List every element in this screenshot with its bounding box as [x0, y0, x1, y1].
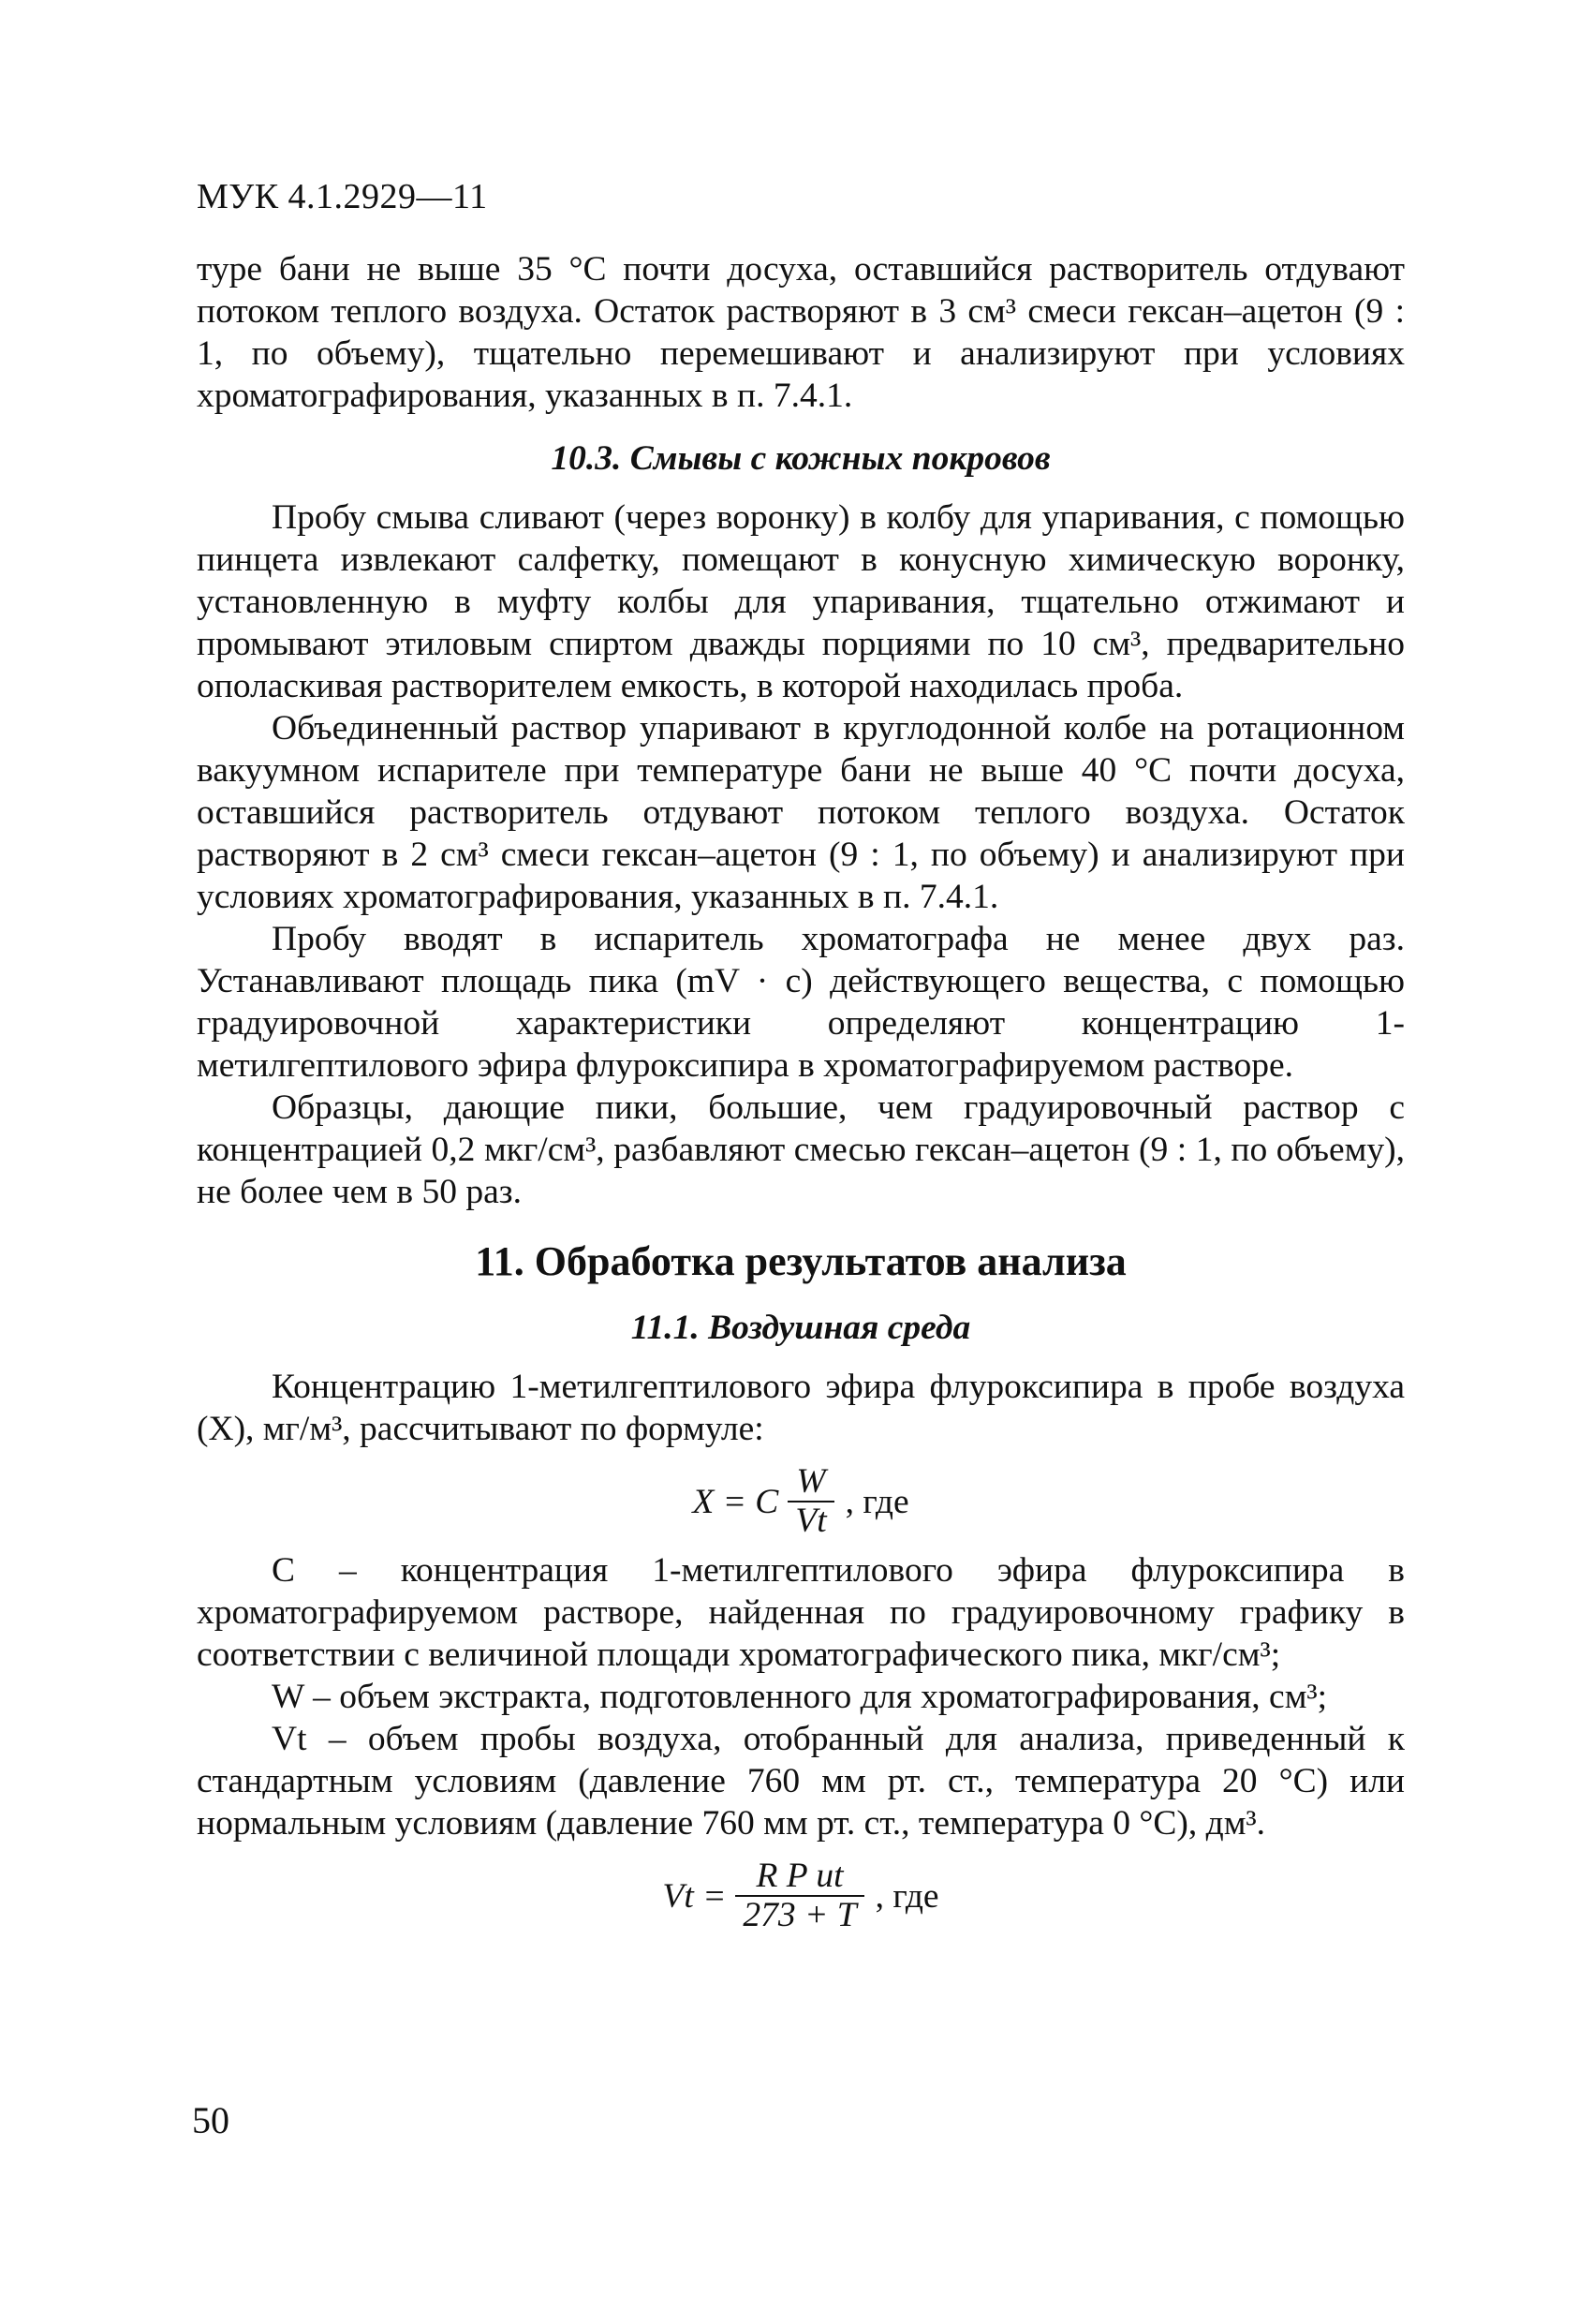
formula-concentration [197, 1463, 1405, 1540]
paragraph-dilution: Образцы, дающие пики, большие, чем градуировочный раствор с концентрацией 0,2 мкг/см³, разбавляют смесью гексан–ацетон (9 : 1, по объему), не более чем в 50 раз. [197, 1088, 1405, 1211]
paragraph-injection: Пробу вводят в испаритель хроматографа не менее двух раз. Устанавливают площадь пика (mV · c) действующего вещества, с помощью градуировочной характеристики определяют концентрацию 1-метилгептилового эфира флуроксипира в хроматографируемом растворе. [197, 920, 1405, 1085]
formula-tail: , где [845, 1482, 909, 1521]
paragraph-concentration-intro: Концентрацию 1-метилгептилового эфира флуроксипира в пробе воздуха (X), мг/м³, рассчитывают по формуле: [197, 1368, 1405, 1448]
formula-denominator: Vt [788, 1501, 833, 1540]
subsection-heading-10-3: 10.3. Смывы с кожных покровов [551, 439, 1051, 478]
formula2-lhs: Vt = [662, 1876, 727, 1916]
definition-vt: Vt – объем пробы воздуха, отобранный для анализа, приведенный к стандартным условиям (давление 760 мм рт. ст., температура 20 °С) или нормальным условиям (давление 760 мм рт. ст., температура 0 °С), дм³. [197, 1720, 1405, 1843]
formula2-fraction [735, 1858, 863, 1934]
running-header: МУК 4.1.2929—11 [197, 177, 488, 216]
paragraph-skin-wash-procedure: Пробу смыва сливают (через воронку) в колбу для упаривания, с помощью пинцета извлекают салфетку, помещают в конусную химическую воронку, установленную в муфту колбы для упаривания, тщательно отжимают и промывают этиловым спиртом дважды порциями по 10 см³, предварительно ополаскивая растворителем емкость, в которой находилась проба. [197, 498, 1405, 705]
definition-w: W – объем экстракта, подготовленного для хроматографирования, см³; [272, 1678, 1328, 1716]
formula-volume [197, 1858, 1405, 1934]
paragraph-evaporation: Объединенный раствор упаривают в круглодонной колбе на ротационном вакуумном испарителе при температуре бани не выше 40 °С почти досуха, оставшийся растворитель отдувают потоком теплого воздуха. Остаток растворяют в 2 см³ смеси гексан–ацетон (9 : 1, по объему) и анализируют при условиях хроматографирования, указанных в п. 7.4.1. [197, 709, 1405, 916]
formula2-tail: , где [875, 1876, 939, 1916]
definitions-list [197, 1549, 1405, 1844]
definition-c: C – концентрация 1-метилгептилового эфира флуроксипира в хроматографируемом растворе, найденная по градуировочному графику в соответствии с величиной площади хроматографического пика, мкг/см³; [197, 1551, 1405, 1674]
section-heading-11: 11. Обработка результатов анализа [475, 1238, 1127, 1284]
paragraph-continued: туре бани не выше 35 °С почти досуха, оставшийся растворитель отдувают потоком теплого воздуха. Остаток растворяют в 3 см³ смеси гексан–ацетон (9 : 1, по объему), тщательно перемешивают и анализируют при условиях хроматографирования, указанных в п. 7.4.1. [197, 250, 1405, 415]
subsection-heading-11-1: 11.1. Воздушная среда [630, 1309, 971, 1347]
formula-lhs: X = C [692, 1482, 779, 1521]
page-number: 50 [192, 2099, 229, 2141]
formula-fraction [788, 1463, 833, 1540]
page-body [197, 248, 1405, 1944]
formula2-numerator: R P ut [756, 1857, 844, 1895]
formula2-denominator: 273 + T [735, 1895, 863, 1934]
formula-numerator: W [796, 1462, 826, 1501]
